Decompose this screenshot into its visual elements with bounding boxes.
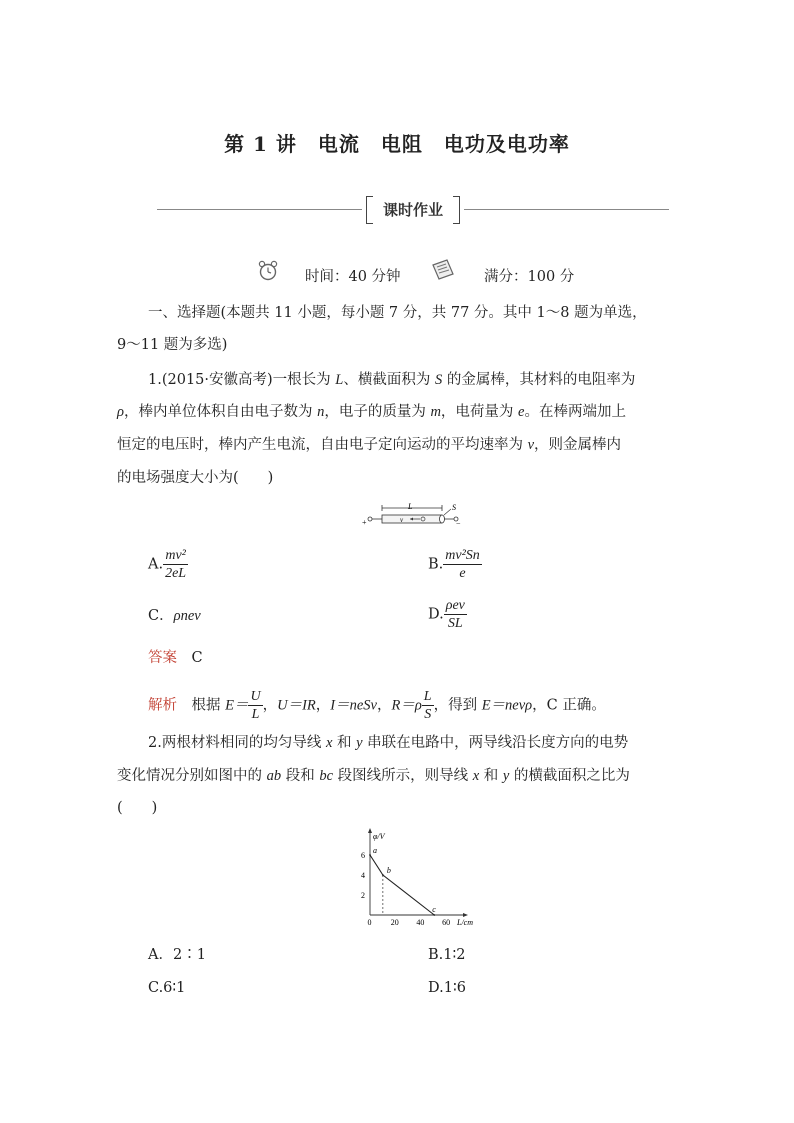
y-tick-label-6: 6 <box>361 851 365 860</box>
q1-line4: 的电场强度大小为( ) <box>117 470 274 486</box>
x-tick-label-60: 60 <box>442 918 451 927</box>
section-heading-line1: 一、选择题(本题共 11 小题，每小题 7 分，共 77 分。其中 1～8 题为单选， <box>148 305 647 321</box>
q1-option-d[interactable]: D. $\frac{\text{ρev}}{SL}$ <box>428 598 465 631</box>
q2-option-b[interactable]: B.1∶2 <box>428 947 466 963</box>
answer-value: C <box>191 650 203 666</box>
q1-line1: 1.(2015·安徽高考)一根长为 L、横截面积为 S 的金属棒，其材料的电阻率为 <box>148 372 636 388</box>
q2-option-a[interactable]: A．2∶1 <box>148 947 206 963</box>
y-tick-label-4: 4 <box>361 871 365 880</box>
cross-section-ellipse <box>440 515 445 523</box>
homework-banner: 课时作业 <box>366 196 460 224</box>
metal-rod-figure <box>360 500 470 530</box>
y-tick-label-2: 2 <box>361 891 365 900</box>
full-score: 满分：100 分 <box>484 269 575 285</box>
q2-option-c[interactable]: C.6∶1 <box>148 980 186 996</box>
q1-answer <box>148 648 203 668</box>
q2-line3: ( ) <box>117 800 158 816</box>
x-axis-label: L/cm <box>457 918 473 927</box>
data-point-a <box>369 854 371 856</box>
q2-line1: 2.两根材料相同的均匀导线 x 和 y 串联在电路中，两导线沿长度方向的电势 <box>148 735 629 751</box>
banner-rule-left <box>157 209 362 210</box>
x-tick-label-20: 20 <box>390 918 399 927</box>
plus-terminal-label: + <box>362 518 367 527</box>
velocity-label: v <box>400 516 404 524</box>
time-limit: 时间：40 分钟 <box>305 269 401 285</box>
banner-rule-right <box>464 209 669 210</box>
q1-line2: ρ，棒内单位体积自由电子数为 n，电子的质量为 m，电荷量为 e。在棒两端加上 <box>117 404 626 420</box>
q1-option-c[interactable]: C．ρnev <box>148 608 201 624</box>
q1-line3: 恒定的电压时，棒内产生电流，自由电子定向运动的平均速率为 v，则金属棒内 <box>117 437 622 453</box>
q2-option-d[interactable]: D.1∶6 <box>428 980 466 996</box>
point-label-b: b <box>386 866 391 875</box>
q1-option-a[interactable]: A. $\frac{\text{mv²}}{2eL}$ <box>148 548 187 581</box>
x-tick-label-40: 40 <box>416 918 425 927</box>
y-axis-arrow <box>368 828 372 833</box>
analysis-label: 解析 <box>148 697 177 714</box>
potential-chart <box>350 825 480 930</box>
x-axis-arrow <box>463 913 468 917</box>
answer-label: 答案 <box>148 650 177 666</box>
section-heading-line2: 9～11 题为多选) <box>117 337 228 353</box>
y-axis-label: φ/V <box>373 832 385 841</box>
data-point-b <box>382 874 384 876</box>
length-label: L <box>408 502 413 511</box>
clock-icon <box>257 260 279 282</box>
left-terminal <box>368 517 372 521</box>
x-tick-label-0: 0 <box>367 918 372 927</box>
point-label-c: c <box>432 905 436 914</box>
area-label: S <box>452 503 456 512</box>
q1-analysis: 解析 根据 E＝ $\frac{U}{L}$ ，U＝IR，I＝neSv，R＝ρ $\frac{L}{S}$ ，得到 E＝nevρ，C 正确。 <box>148 689 606 722</box>
paper-icon <box>430 258 456 282</box>
q2-line2: 变化情况分别如图中的 ab 段和 bc 段图线所示，则导线 x 和 y 的横截面积之比为 <box>117 768 630 784</box>
minus-terminal-label: − <box>456 519 461 528</box>
data-point-c <box>433 914 435 916</box>
q1-option-b[interactable]: B. $\frac{\text{mv²Sn}}{e}$ <box>428 548 480 581</box>
page-title: 第 1 讲 电流 电阻 电功及电功率 <box>224 132 570 156</box>
potential-line <box>370 855 434 915</box>
point-label-a: a <box>373 846 377 855</box>
